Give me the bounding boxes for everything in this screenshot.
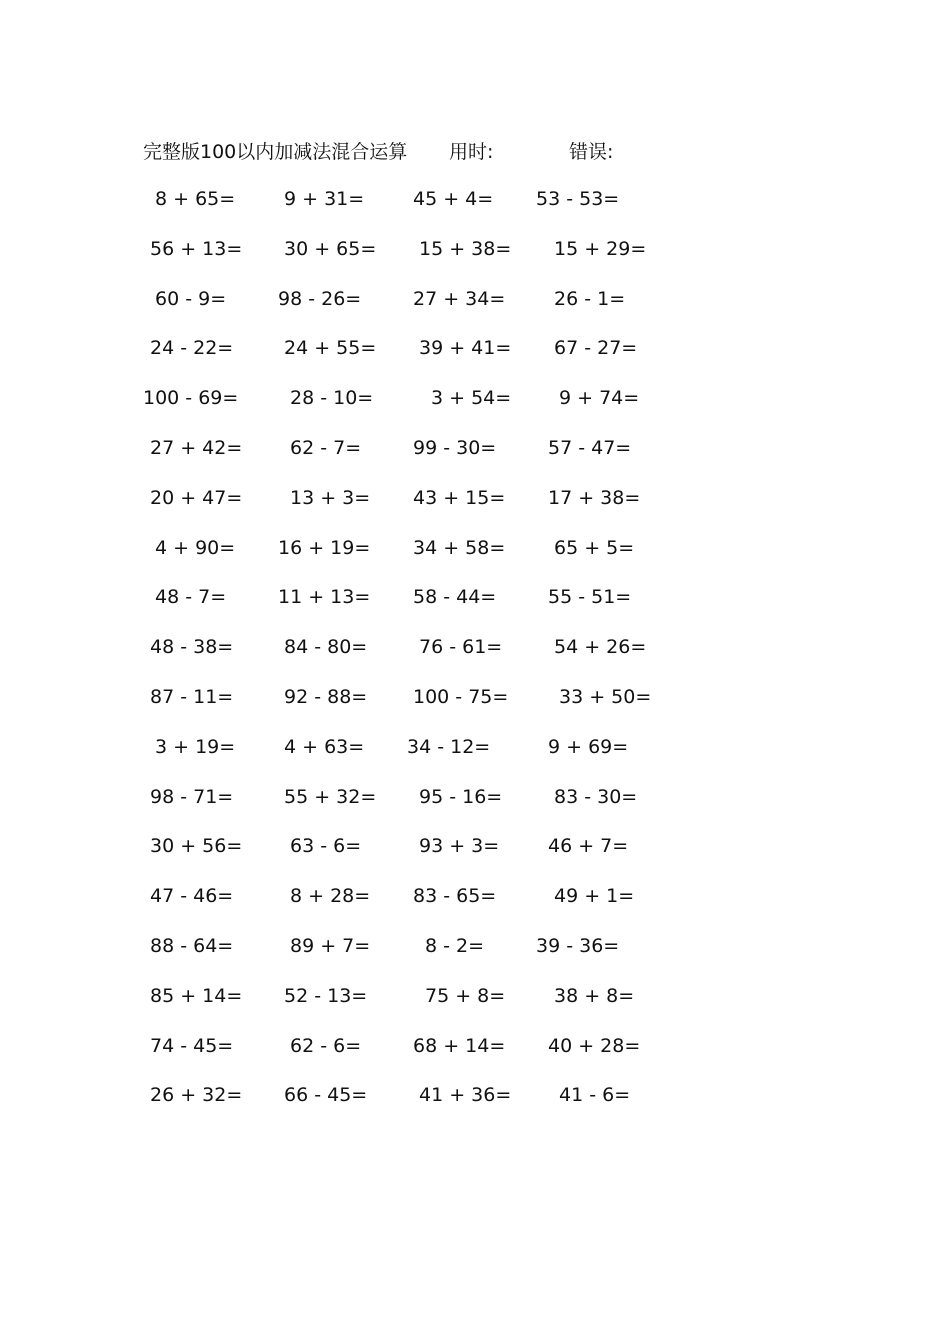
problem-row — [143, 832, 703, 882]
problem-item: 53 - 53= — [536, 188, 620, 210]
problem-item: 34 + 58= — [413, 536, 506, 559]
problem-item: 13 + 3= — [290, 486, 371, 509]
problem-row — [143, 932, 703, 982]
problem-item: 88 - 64= — [150, 934, 234, 957]
problem-item: 56 + 13= — [150, 237, 243, 260]
problem-grid — [143, 185, 703, 1131]
problem-row — [143, 583, 703, 633]
problem-row — [143, 1032, 703, 1082]
problem-item: 9 + 31= — [284, 188, 365, 210]
problem-item: 99 - 30= — [413, 436, 497, 459]
problem-item: 67 - 27= — [554, 337, 638, 360]
problem-item: 55 - 51= — [548, 586, 632, 609]
problem-item: 27 + 34= — [413, 287, 506, 310]
problem-item: 3 + 54= — [431, 387, 512, 410]
problem-item: 85 + 14= — [150, 984, 243, 1007]
worksheet-title: 完整版100以内加减法混合运算 — [143, 141, 408, 163]
problem-item: 8 + 65= — [155, 188, 236, 210]
problem-item: 100 - 69= — [143, 387, 239, 410]
problem-item: 58 - 44= — [413, 586, 497, 609]
problem-item: 8 - 2= — [425, 934, 485, 957]
problem-item: 60 - 9= — [155, 287, 227, 310]
problem-item: 45 + 4= — [413, 188, 494, 210]
problem-item: 83 - 65= — [413, 885, 497, 908]
problem-row — [143, 1081, 703, 1131]
problem-row — [143, 783, 703, 833]
problem-item: 39 + 41= — [419, 337, 512, 360]
problem-item: 17 + 38= — [548, 486, 641, 509]
problem-item: 92 - 88= — [284, 685, 368, 708]
problem-item: 76 - 61= — [419, 636, 503, 659]
problem-item: 98 - 26= — [278, 287, 362, 310]
problem-item: 75 + 8= — [425, 984, 506, 1007]
problem-item: 4 + 90= — [155, 536, 236, 559]
problem-item: 62 - 7= — [290, 436, 362, 459]
problem-row — [143, 434, 703, 484]
problem-item: 48 - 38= — [150, 636, 234, 659]
problem-item: 4 + 63= — [284, 735, 365, 758]
problem-row — [143, 882, 703, 932]
problem-item: 52 - 13= — [284, 984, 368, 1007]
problem-item: 57 - 47= — [548, 436, 632, 459]
problem-row — [143, 185, 703, 235]
problem-item: 30 + 65= — [284, 237, 377, 260]
problem-item: 28 - 10= — [290, 387, 374, 410]
problem-row — [143, 285, 703, 335]
problem-item: 100 - 75= — [413, 685, 509, 708]
problem-item: 34 - 12= — [407, 735, 491, 758]
problem-row — [143, 534, 703, 584]
problem-item: 68 + 14= — [413, 1034, 506, 1057]
problem-item: 54 + 26= — [554, 636, 647, 659]
problem-row — [143, 633, 703, 683]
problem-item: 95 - 16= — [419, 785, 503, 808]
problem-item: 87 - 11= — [150, 685, 234, 708]
problem-item: 8 + 28= — [290, 885, 371, 908]
problem-item: 33 + 50= — [559, 685, 652, 708]
problem-item: 83 - 30= — [554, 785, 638, 808]
problem-row — [143, 384, 703, 434]
problem-item: 65 + 5= — [554, 536, 635, 559]
problem-item: 43 + 15= — [413, 486, 506, 509]
errors-label: 错误: — [569, 141, 614, 163]
problem-item: 41 - 6= — [559, 1084, 631, 1107]
problem-row — [143, 733, 703, 783]
problem-row — [143, 683, 703, 733]
problem-item: 20 + 47= — [150, 486, 243, 509]
problem-item: 84 - 80= — [284, 636, 368, 659]
problem-item: 66 - 45= — [284, 1084, 368, 1107]
problem-item: 38 + 8= — [554, 984, 635, 1007]
problem-item: 98 - 71= — [150, 785, 234, 808]
problem-item: 74 - 45= — [150, 1034, 234, 1057]
problem-row — [143, 334, 703, 384]
problem-item: 62 - 6= — [290, 1034, 362, 1057]
problem-item: 49 + 1= — [554, 885, 635, 908]
problem-item: 48 - 7= — [155, 586, 227, 609]
problem-item: 27 + 42= — [150, 436, 243, 459]
problem-item: 24 + 55= — [284, 337, 377, 360]
time-label: 用时: — [449, 141, 494, 163]
problem-item: 93 + 3= — [419, 835, 500, 858]
problem-item: 15 + 38= — [419, 237, 512, 260]
problem-item: 16 + 19= — [278, 536, 371, 559]
problem-row — [143, 484, 703, 534]
problem-item: 30 + 56= — [150, 835, 243, 858]
problem-item: 3 + 19= — [155, 735, 236, 758]
problem-item: 89 + 7= — [290, 934, 371, 957]
problem-row — [143, 235, 703, 285]
problem-row — [143, 982, 703, 1032]
problem-item: 63 - 6= — [290, 835, 362, 858]
problem-item: 40 + 28= — [548, 1034, 641, 1057]
problem-item: 47 - 46= — [150, 885, 234, 908]
problem-item: 55 + 32= — [284, 785, 377, 808]
problem-item: 9 + 69= — [548, 735, 629, 758]
problem-item: 9 + 74= — [559, 387, 640, 410]
problem-item: 24 - 22= — [150, 337, 234, 360]
problem-item: 41 + 36= — [419, 1084, 512, 1107]
problem-item: 26 - 1= — [554, 287, 626, 310]
problem-item: 46 + 7= — [548, 835, 629, 858]
problem-item: 26 + 32= — [150, 1084, 243, 1107]
problem-item: 15 + 29= — [554, 237, 647, 260]
problem-item: 39 - 36= — [536, 934, 620, 957]
problem-item: 11 + 13= — [278, 586, 371, 609]
